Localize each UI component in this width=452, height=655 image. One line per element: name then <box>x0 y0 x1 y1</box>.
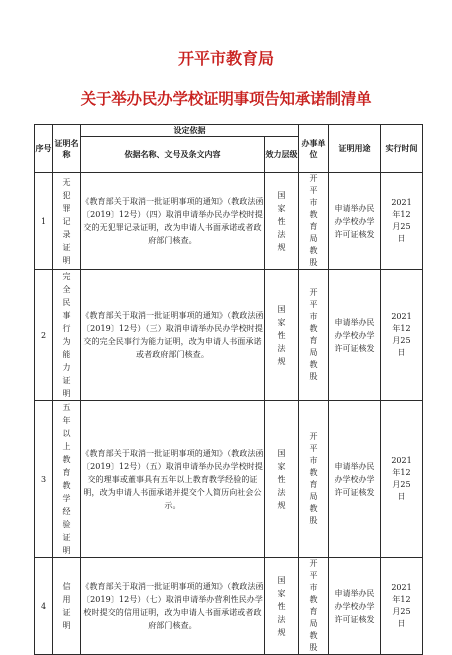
header-usage: 证明用途 <box>329 125 381 173</box>
cert-name-text: 信用证明 <box>62 582 71 630</box>
usage-text: 申请举办民办学校办学许可证核发 <box>334 461 375 497</box>
row-issuer <box>299 401 329 558</box>
row-seq: 1 <box>35 173 53 270</box>
issuer-text: 开平市教育局教股 <box>309 288 318 381</box>
table-row <box>35 401 423 558</box>
level-text: 国家性法规 <box>277 448 286 510</box>
issuer-text: 开平市教育局教股 <box>309 432 318 525</box>
issuer-text: 开平市教育局教股 <box>309 559 318 652</box>
row-basis: 《教育部关于取消一批证明事项的通知》（教政法函〔2019〕12号）（三）取消申请举办民办学校时提交的完全民事行为能力证明，改为申请人书面承诺或者政府部门核查。 <box>81 270 265 401</box>
row-usage <box>329 401 381 558</box>
header-level: 效力层级 <box>265 137 299 173</box>
issuer-text: 开平市教育局教股 <box>309 174 318 267</box>
cert-name-text: 完全民事行为能力证明 <box>62 272 71 398</box>
header-name: 证明名称 <box>53 125 81 173</box>
table-row <box>35 270 423 401</box>
header-seq: 序号 <box>35 125 53 173</box>
row-level <box>265 270 299 401</box>
row-date <box>381 173 423 270</box>
row-usage <box>329 270 381 401</box>
row-cert-name <box>53 401 81 558</box>
header-issuer: 办事单位 <box>299 125 329 173</box>
usage-text: 申请举办民办学校办学许可证核发 <box>334 203 375 239</box>
row-basis: 《教育部关于取消一批证明事项的通知》（教政法函〔2019〕12号）（五）取消申请举办民办学校时提交的理事或董事具有五年以上教育教学经验的证明，改为申请人书面承诺并提交个人简历向社会公示。 <box>81 401 265 558</box>
usage-text: 申请举办民办学校办学许可证核发 <box>334 588 375 624</box>
row-level <box>265 173 299 270</box>
cert-name-text: 五年以上教育教学经验证明 <box>62 403 71 555</box>
header-basis-content: 依据名称、文号及条文内容 <box>81 137 265 173</box>
level-text: 国家性法规 <box>277 575 286 637</box>
row-usage <box>329 173 381 270</box>
header-basis-group: 设定依据 <box>81 125 299 137</box>
row-issuer <box>299 173 329 270</box>
row-date <box>381 270 423 401</box>
date-text: 2021年12月25日 <box>391 583 412 628</box>
row-issuer <box>299 270 329 401</box>
level-text: 国家性法规 <box>277 190 286 252</box>
date-text: 2021年12月25日 <box>391 456 412 501</box>
row-level <box>265 401 299 558</box>
row-seq: 2 <box>35 270 53 401</box>
commitment-list-table <box>34 124 423 655</box>
date-text: 2021年12月25日 <box>391 312 412 357</box>
row-date <box>381 401 423 558</box>
level-text: 国家性法规 <box>277 304 286 366</box>
org-title: 开平市教育局 <box>177 49 274 68</box>
row-basis: 《教育部关于取消一批证明事项的通知》（教政法函〔2019〕12号）（七）取消申请举办营利性民办学校时提交的信用证明，改为申请人书面承诺或者政府部门核查。 <box>81 558 265 655</box>
document-title: 关于举办民办学校证明事项告知承诺制清单 <box>80 90 372 108</box>
header-date: 实行时间 <box>381 125 423 173</box>
row-seq: 4 <box>35 558 53 655</box>
date-text: 2021年12月25日 <box>391 198 412 243</box>
table-row <box>35 173 423 270</box>
usage-text: 申请举办民办学校办学许可证核发 <box>334 317 375 353</box>
row-basis: 《教育部关于取消一批证明事项的通知》（教政法函〔2019〕12号）（四）取消申请举办民办学校时提交的无犯罪记录证明，改为申请人书面承诺或者政府部门核查。 <box>81 173 265 270</box>
row-cert-name <box>53 270 81 401</box>
row-seq: 3 <box>35 401 53 558</box>
cert-name-text: 无犯罪记录证明 <box>62 177 71 265</box>
row-cert-name <box>53 173 81 270</box>
